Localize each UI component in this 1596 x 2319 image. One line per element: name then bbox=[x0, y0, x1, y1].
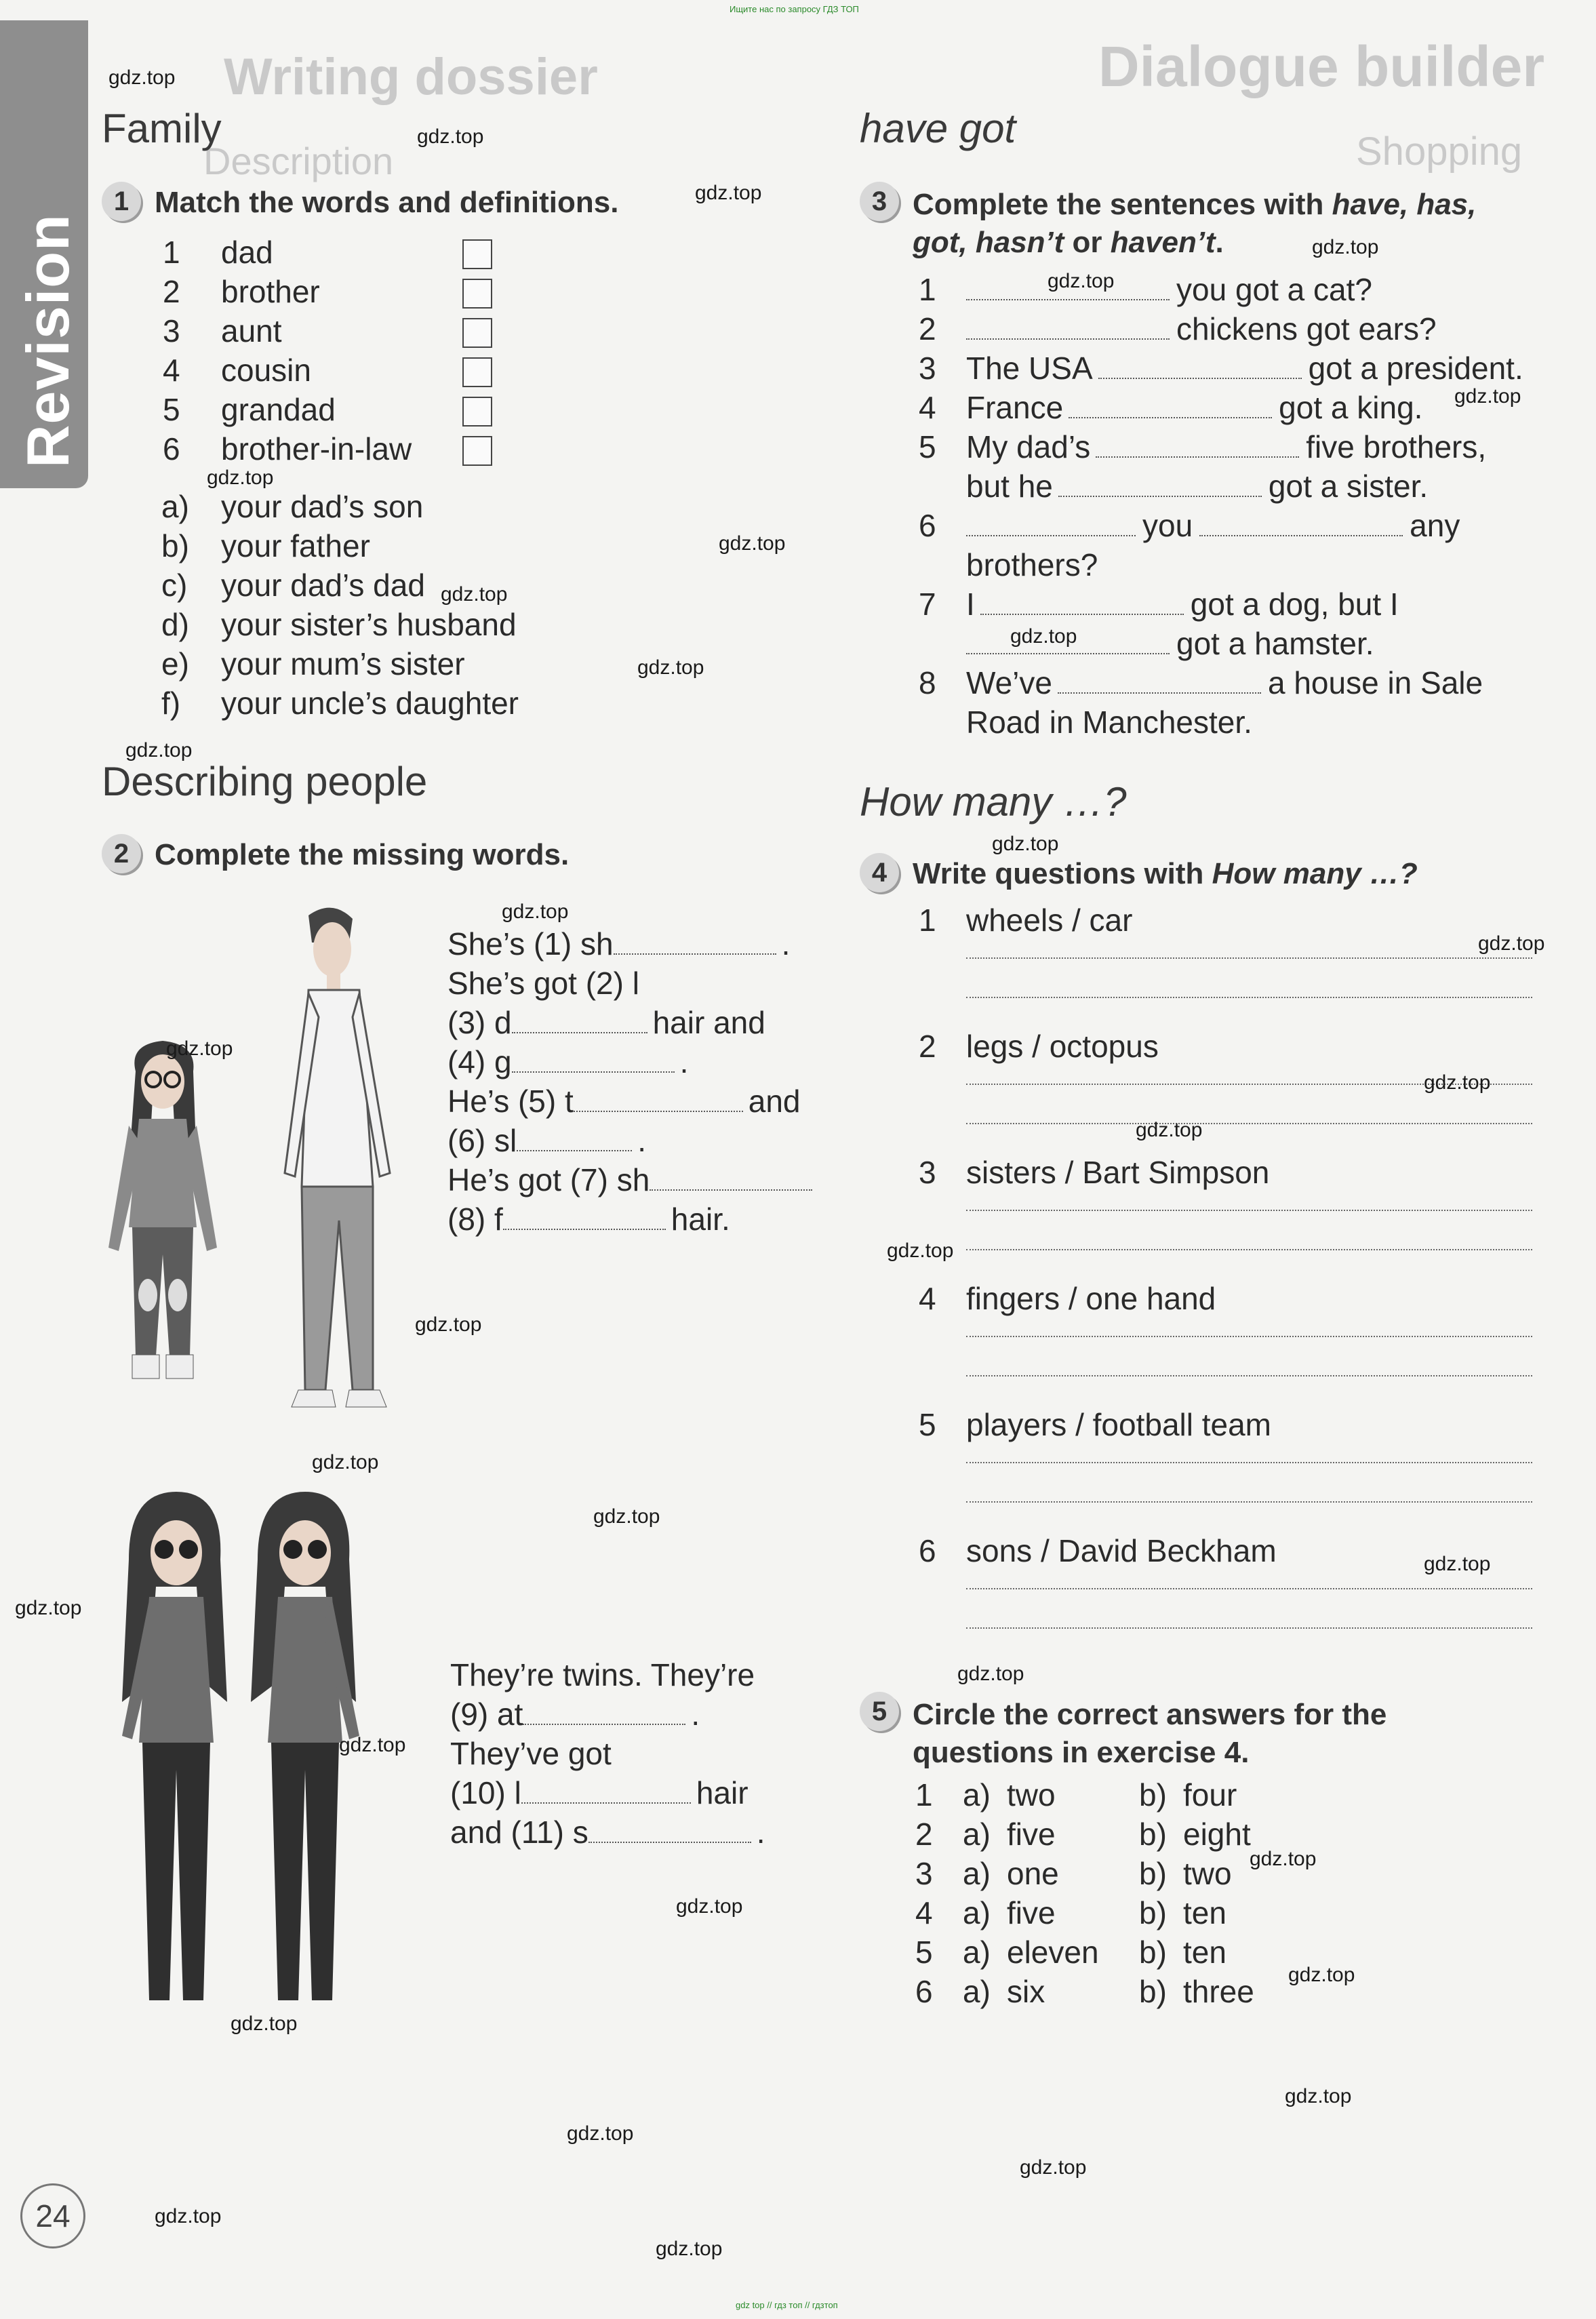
ex1-word: brother-in-law bbox=[221, 431, 412, 467]
ex3-item-suffix: got a dog, but I bbox=[1190, 587, 1399, 622]
describing-title: Describing people bbox=[102, 759, 428, 804]
gap-blank[interactable] bbox=[512, 1012, 647, 1033]
gap-blank[interactable] bbox=[650, 1169, 812, 1191]
ex3-instruction-em3: haven’t bbox=[1110, 226, 1216, 259]
watermark-text: gdz.top bbox=[1288, 1964, 1355, 1986]
gap-prefix: He’s (5) t bbox=[447, 1084, 574, 1119]
watermark-text: gdz.top bbox=[1020, 2156, 1087, 2179]
watermark-text: gdz.top bbox=[1424, 1071, 1491, 1094]
watermark-text: gdz.top bbox=[15, 1597, 82, 1619]
watermark-text: gdz.top bbox=[312, 1451, 379, 1473]
have-got-title: have got bbox=[860, 106, 1016, 151]
gap-suffix: hair bbox=[696, 1775, 749, 1810]
ex1-definition-text: your dad’s dad bbox=[221, 568, 425, 603]
gap-blank[interactable] bbox=[512, 1051, 675, 1073]
gap-prefix: (4) g bbox=[447, 1044, 512, 1079]
ex5-item-number: 3 bbox=[915, 1856, 933, 1891]
ex2-gap-line bbox=[447, 1201, 730, 1237]
ex3-item-prefix: France bbox=[966, 390, 1064, 425]
ex4-answer-line[interactable] bbox=[966, 1122, 1532, 1124]
ex5-option-b[interactable]: three bbox=[1183, 1974, 1254, 2009]
ex3-item-number: 6 bbox=[919, 508, 936, 543]
ex3-blank[interactable] bbox=[966, 318, 1170, 340]
ex1-definition-letter: f) bbox=[161, 686, 181, 721]
ex3-item-prefix: but he bbox=[966, 469, 1053, 504]
tall-man-illustration bbox=[271, 902, 414, 1424]
ex3-sentence-row bbox=[919, 468, 1428, 504]
gap-blank[interactable] bbox=[523, 1703, 685, 1725]
watermark-text: gdz.top bbox=[415, 1313, 482, 1336]
ex3-item-number: 3 bbox=[919, 351, 936, 386]
ex5-option-a[interactable]: five bbox=[1007, 1895, 1056, 1930]
watermark-text: gdz.top bbox=[1136, 1119, 1203, 1141]
gap-suffix: hair and bbox=[652, 1005, 765, 1040]
ex5-instruction-line2: questions in exercise 4. bbox=[913, 1736, 1250, 1769]
watermark-text: gdz.top bbox=[593, 1505, 660, 1528]
watermark-text: gdz.top bbox=[957, 1663, 1024, 1685]
gap-prefix: (3) d bbox=[447, 1005, 512, 1040]
watermark-text: gdz.top bbox=[339, 1734, 406, 1756]
ex4-item-number: 4 bbox=[919, 1281, 936, 1316]
ex3-item-suffix: a house in Sale bbox=[1267, 665, 1483, 700]
ex1-word-number: 6 bbox=[163, 431, 180, 467]
ex2-gap-line bbox=[447, 1162, 818, 1198]
watermark-text: gdz.top bbox=[166, 1037, 233, 1060]
ex1-word: aunt bbox=[221, 313, 282, 349]
ex4-item-number: 6 bbox=[919, 1533, 936, 1568]
watermark-text: gdz.top bbox=[1424, 1553, 1491, 1575]
ex1-answer-box[interactable] bbox=[462, 318, 492, 348]
ex3-blank[interactable] bbox=[1058, 475, 1262, 497]
ex5-option-a-letter: a) bbox=[963, 1895, 991, 1930]
ex2-twins-line bbox=[450, 1814, 765, 1850]
ex1-number: 1 bbox=[102, 182, 141, 221]
ex2-gap-line bbox=[447, 1122, 646, 1159]
gap-suffix: . bbox=[756, 1815, 765, 1850]
ex1-answer-box[interactable] bbox=[462, 397, 492, 427]
ex2-twins-line bbox=[450, 1657, 760, 1693]
watermark-text: gdz.top bbox=[695, 182, 762, 204]
ex3-sentence-row bbox=[919, 507, 1460, 544]
ex5-option-a-letter: a) bbox=[963, 1974, 991, 2009]
ex1-definition-text: your mum’s sister bbox=[221, 646, 465, 681]
ex2-gap-line bbox=[447, 965, 645, 1002]
ex4-instruction-em: How many …? bbox=[1212, 857, 1418, 890]
ex5-number: 5 bbox=[860, 1692, 899, 1731]
watermark-text: gdz.top bbox=[108, 66, 176, 89]
gap-prefix: (8) f bbox=[447, 1202, 503, 1237]
ex3-sentence-row bbox=[919, 586, 1399, 622]
ex4-answer-line[interactable] bbox=[966, 1374, 1532, 1376]
ex5-item-number: 1 bbox=[915, 1777, 933, 1812]
ex2-header bbox=[102, 834, 569, 873]
gap-suffix: hair. bbox=[671, 1202, 730, 1237]
ex5-option-a[interactable]: eleven bbox=[1007, 1935, 1099, 1970]
ex5-item-number: 2 bbox=[915, 1817, 933, 1852]
gap-suffix: . bbox=[637, 1123, 647, 1158]
ex1-word-number: 2 bbox=[163, 274, 180, 309]
gap-prefix: and (11) s bbox=[450, 1815, 588, 1850]
ex3-sentence-row bbox=[919, 429, 1486, 465]
gap-blank[interactable] bbox=[574, 1090, 743, 1112]
ex5-option-b[interactable]: ten bbox=[1183, 1935, 1226, 1970]
ex5-option-b[interactable]: ten bbox=[1183, 1895, 1226, 1930]
ex5-option-b-letter: b) bbox=[1139, 1895, 1167, 1930]
watermark-text: gdz.top bbox=[1478, 932, 1545, 955]
watermark-text: gdz.top bbox=[1454, 385, 1521, 408]
ex4-instruction bbox=[913, 853, 1418, 891]
ex3-sentence-row bbox=[919, 311, 1437, 347]
revision-tab bbox=[0, 20, 88, 488]
watermark-text: gdz.top bbox=[155, 2205, 222, 2227]
revision-tab-label: Revision bbox=[14, 214, 81, 468]
ex4-item-prompt: fingers / one hand bbox=[966, 1281, 1216, 1316]
ex1-word-number: 4 bbox=[163, 353, 180, 388]
ex3-instruction-end: . bbox=[1215, 226, 1224, 259]
ex3-header bbox=[860, 182, 1538, 262]
gap-suffix: . bbox=[679, 1044, 689, 1079]
ex1-definition-text: your sister’s husband bbox=[221, 607, 517, 642]
watermark-text: gdz.top bbox=[637, 656, 704, 679]
ex4-answer-line[interactable] bbox=[966, 1626, 1532, 1629]
ex1-definition-letter: b) bbox=[161, 528, 189, 563]
ex3-sentence-row bbox=[919, 389, 1422, 426]
watermark-text: gdz.top bbox=[1312, 236, 1379, 258]
ex3-instruction-text: Complete the sentences with bbox=[913, 188, 1332, 221]
ex3-item-number: 4 bbox=[919, 390, 936, 425]
ex3-item-prefix: We’ve bbox=[966, 665, 1052, 700]
watermark-text: gdz.top bbox=[1250, 1848, 1317, 1870]
ex5-instruction-line1: Circle the correct answers for the bbox=[913, 1698, 1387, 1731]
ex2-gap-line bbox=[447, 1044, 688, 1080]
ghost-heading-dialogue: Dialogue builder bbox=[1098, 35, 1545, 98]
ex2-twins-line bbox=[450, 1696, 700, 1732]
watermark-text: gdz.top bbox=[1285, 2085, 1352, 2107]
ghost-heading-writing: Writing dossier bbox=[224, 48, 598, 106]
ex5-option-b-letter: b) bbox=[1139, 1777, 1167, 1812]
ex2-number: 2 bbox=[102, 834, 141, 873]
ex5-option-b[interactable]: two bbox=[1183, 1856, 1232, 1891]
top-note: Ищите нас по запросу ГДЗ ТОП bbox=[730, 4, 859, 14]
ex1-word-number: 1 bbox=[163, 235, 180, 270]
ex1-answer-box[interactable] bbox=[462, 279, 492, 309]
ex5-header bbox=[860, 1692, 1386, 1772]
ex1-definition-text: your dad’s son bbox=[221, 489, 424, 524]
ex3-sentence-row bbox=[919, 625, 1374, 662]
ex5-option-a-letter: a) bbox=[963, 1856, 991, 1891]
watermark-text: gdz.top bbox=[887, 1240, 954, 1262]
gap-blank[interactable] bbox=[588, 1821, 751, 1843]
ex3-sentence-row bbox=[919, 350, 1523, 386]
ex5-option-b-letter: b) bbox=[1139, 1856, 1167, 1891]
gap-blank[interactable] bbox=[614, 933, 776, 955]
gap-suffix: . bbox=[691, 1697, 700, 1732]
ghost-shopping: Shopping bbox=[1356, 130, 1523, 174]
ex3-blank[interactable] bbox=[980, 593, 1184, 615]
ex3-item-suffix: you bbox=[1142, 508, 1193, 543]
ex5-item-number: 6 bbox=[915, 1974, 933, 2009]
family-title: Family bbox=[102, 106, 222, 151]
ex3-number: 3 bbox=[860, 182, 899, 221]
gap-blank[interactable] bbox=[503, 1208, 666, 1230]
gap-blank[interactable] bbox=[517, 1130, 632, 1151]
gap-suffix: and bbox=[748, 1084, 801, 1119]
ex2-twins-line bbox=[450, 1775, 749, 1811]
gap-prefix: She’s (1) sh bbox=[447, 926, 614, 962]
ex5-instruction bbox=[913, 1692, 1386, 1772]
ex3-blank[interactable] bbox=[966, 515, 1136, 536]
ex4-header bbox=[860, 853, 1418, 892]
ex2-twins-line bbox=[450, 1735, 617, 1772]
ex4-answer-line[interactable] bbox=[966, 1208, 1532, 1211]
ex3-item-prefix: The USA bbox=[966, 351, 1093, 386]
ex1-definition-letter: e) bbox=[161, 646, 189, 681]
watermark-text: gdz.top bbox=[676, 1895, 743, 1918]
ex4-item-number: 2 bbox=[919, 1029, 936, 1064]
ex3-item-number: 1 bbox=[919, 272, 936, 307]
ex5-option-b[interactable]: eight bbox=[1183, 1817, 1251, 1852]
ex5-option-a[interactable]: one bbox=[1007, 1856, 1059, 1891]
ex1-word: cousin bbox=[221, 353, 311, 388]
ex4-item-prompt: sons / David Beckham bbox=[966, 1533, 1277, 1568]
ex3-sentence-row bbox=[919, 547, 1103, 583]
ghost-description: Description bbox=[203, 140, 394, 182]
ex1-word-number: 3 bbox=[163, 313, 180, 349]
ex3-item-suffix: you got a cat? bbox=[1176, 272, 1372, 307]
ex3-instruction-em2: got, hasn’t bbox=[913, 226, 1064, 259]
ex4-item-prompt: legs / octopus bbox=[966, 1029, 1159, 1064]
ex4-instruction-text: Write questions with bbox=[913, 857, 1212, 890]
ex1-word: dad bbox=[221, 235, 273, 270]
gap-blank[interactable] bbox=[521, 1782, 691, 1804]
ex1-definition-letter: c) bbox=[161, 568, 188, 603]
ex5-option-b-letter: b) bbox=[1139, 1817, 1167, 1852]
ex1-word: grandad bbox=[221, 392, 336, 427]
ex3-sentence-row bbox=[919, 665, 1483, 701]
ex1-word-number: 5 bbox=[163, 392, 180, 427]
ex3-item-number: 7 bbox=[919, 587, 936, 622]
ex1-word: brother bbox=[221, 274, 320, 309]
gap-suffix: . bbox=[781, 926, 791, 962]
ex2-gap-line bbox=[447, 926, 790, 962]
ex5-option-a[interactable]: two bbox=[1007, 1777, 1056, 1812]
ex5-item-number: 4 bbox=[915, 1895, 933, 1930]
ex1-header bbox=[102, 182, 618, 221]
ex3-item-prefix: My dad’s bbox=[966, 429, 1091, 464]
bottom-note: gdz top // гдз топ // гдзтоп bbox=[736, 2300, 838, 2310]
ex5-option-a[interactable]: five bbox=[1007, 1817, 1056, 1852]
watermark-text: gdz.top bbox=[417, 125, 484, 148]
ex4-item-number: 3 bbox=[919, 1155, 936, 1190]
gap-prefix: They’re twins. They’re bbox=[450, 1657, 755, 1692]
ex5-option-a-letter: a) bbox=[963, 1935, 991, 1970]
gap-prefix: (10) l bbox=[450, 1775, 521, 1810]
ex3-item-prefix: Road in Manchester. bbox=[966, 705, 1252, 740]
ex1-definition-letter: a) bbox=[161, 489, 189, 524]
ex5-option-a-letter: a) bbox=[963, 1777, 991, 1812]
how-many-title: How many …? bbox=[860, 779, 1127, 825]
ex3-sentence-row bbox=[919, 704, 1258, 740]
ex4-answer-line[interactable] bbox=[966, 1334, 1532, 1337]
watermark-text: gdz.top bbox=[992, 833, 1059, 855]
ex4-answer-line[interactable] bbox=[966, 1461, 1532, 1463]
ex3-item-suffix: chickens got ears? bbox=[1176, 311, 1437, 346]
ex2-instruction: Complete the missing words. bbox=[155, 838, 570, 871]
ex5-option-b-letter: b) bbox=[1139, 1974, 1167, 2009]
watermark-text: gdz.top bbox=[719, 532, 786, 555]
gap-prefix: They’ve got bbox=[450, 1736, 612, 1771]
ex3-item-prefix: I bbox=[966, 587, 975, 622]
ex3-instruction-em1: have, has, bbox=[1332, 188, 1477, 221]
ex1-definition-text: your father bbox=[221, 528, 370, 563]
ex3-item-number: 5 bbox=[919, 429, 936, 464]
ex5-item-number: 5 bbox=[915, 1935, 933, 1970]
ex3-item-suffix2: any bbox=[1410, 508, 1460, 543]
ex3-instruction bbox=[913, 182, 1476, 262]
ex4-item-prompt: players / football team bbox=[966, 1407, 1272, 1442]
ex3-item-suffix: five brothers, bbox=[1306, 429, 1487, 464]
ex2-gap-line bbox=[447, 1083, 801, 1119]
watermark-text: gdz.top bbox=[125, 739, 193, 761]
watermark-text: gdz.top bbox=[231, 2013, 298, 2035]
watermark-text: gdz.top bbox=[656, 2238, 723, 2260]
ex4-item-prompt: sisters / Bart Simpson bbox=[966, 1155, 1270, 1190]
ex3-item-suffix: got a king. bbox=[1279, 390, 1423, 425]
ex3-item-suffix: got a president. bbox=[1308, 351, 1523, 386]
ex3-sentence-row bbox=[919, 271, 1372, 308]
gap-prefix: (9) at bbox=[450, 1697, 523, 1732]
ex3-item-suffix: got a hamster. bbox=[1176, 626, 1374, 661]
ex3-item-prefix: brothers? bbox=[966, 547, 1098, 582]
ex4-item-number: 1 bbox=[919, 903, 936, 938]
ex4-answer-line[interactable] bbox=[966, 1248, 1532, 1250]
ex1-definition-text: your uncle’s daughter bbox=[221, 686, 519, 721]
ex3-item-suffix: got a sister. bbox=[1268, 469, 1429, 504]
ex1-instruction: Match the words and definitions. bbox=[155, 186, 619, 219]
watermark-text: gdz.top bbox=[207, 467, 274, 489]
girl-with-glasses-illustration bbox=[95, 1031, 231, 1397]
ex1-answer-box[interactable] bbox=[462, 239, 492, 269]
ex4-item-number: 5 bbox=[919, 1407, 936, 1442]
ex4-answer-line[interactable] bbox=[966, 1587, 1532, 1589]
ex5-option-b[interactable]: four bbox=[1183, 1777, 1237, 1812]
watermark-text: gdz.top bbox=[441, 583, 508, 606]
ex4-item-prompt: wheels / car bbox=[966, 903, 1133, 938]
ex3-blank[interactable] bbox=[1098, 357, 1302, 379]
watermark-text: gdz.top bbox=[567, 2122, 634, 2145]
ex3-blank[interactable] bbox=[1096, 436, 1299, 458]
ex3-blank[interactable] bbox=[1069, 397, 1272, 418]
watermark-text: gdz.top bbox=[502, 900, 569, 923]
ex1-answer-box[interactable] bbox=[462, 436, 492, 466]
ex3-instruction-mid: or bbox=[1064, 226, 1111, 259]
page-number: 24 bbox=[20, 2183, 85, 2248]
ex4-answer-line[interactable] bbox=[966, 956, 1532, 959]
ex3-blank[interactable] bbox=[1199, 515, 1403, 536]
watermark-text: gdz.top bbox=[1010, 625, 1077, 648]
gap-prefix: (6) sl bbox=[447, 1123, 517, 1158]
ex5-option-b-letter: b) bbox=[1139, 1935, 1167, 1970]
gap-prefix: She’s got (2) l bbox=[447, 966, 639, 1001]
ex4-answer-line[interactable] bbox=[966, 1500, 1532, 1503]
ex4-number: 4 bbox=[860, 853, 899, 892]
ex2-gap-line bbox=[447, 1004, 765, 1041]
ex3-item-number: 2 bbox=[919, 311, 936, 346]
ex1-definition-letter: d) bbox=[161, 607, 189, 642]
ex3-blank[interactable] bbox=[1058, 672, 1261, 694]
ex3-item-number: 8 bbox=[919, 665, 936, 700]
ex4-answer-line[interactable] bbox=[966, 995, 1532, 998]
ex1-answer-box[interactable] bbox=[462, 357, 492, 387]
ex5-option-a[interactable]: six bbox=[1007, 1974, 1045, 2009]
watermark-text: gdz.top bbox=[1048, 270, 1115, 292]
ex5-option-a-letter: a) bbox=[963, 1817, 991, 1852]
gap-prefix: He’s got (7) sh bbox=[447, 1162, 650, 1197]
